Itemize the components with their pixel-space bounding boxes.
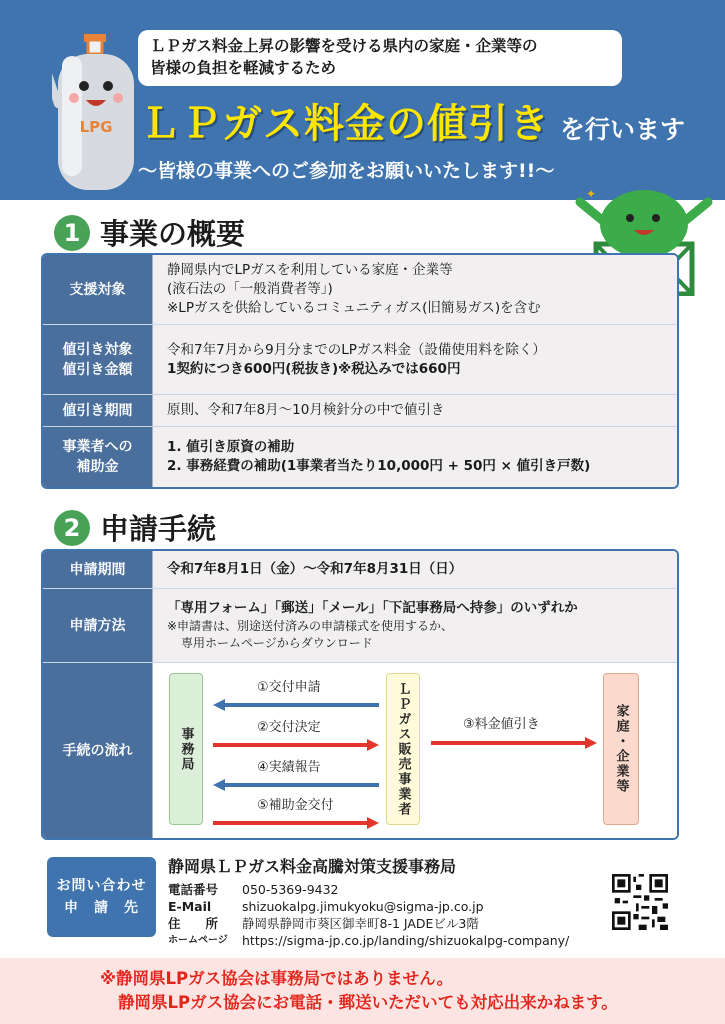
contact-hp-link[interactable]: https://sigma-jp.co.jp/landing/shizuokalpg-company/ xyxy=(242,933,570,948)
section1-number: 1 xyxy=(54,215,90,251)
section1-title: 事業の概要 xyxy=(100,217,246,251)
step1-label: ①交付申請 xyxy=(257,680,321,695)
contact-phone[interactable]: 050-5369-9432 xyxy=(242,882,339,897)
table-row xyxy=(43,589,677,663)
step4-label: ④実績報告 xyxy=(257,760,321,775)
step3-label: ③料金値引き xyxy=(463,717,540,732)
header-banner xyxy=(0,0,725,200)
contact-label: お問い合わせ 申 請 先 xyxy=(47,857,156,937)
section2-heading xyxy=(54,507,216,548)
row-content: 令和7年8月1日（金）～令和7年8月31日（日） xyxy=(153,551,677,588)
warning-line1: ※静岡県LPガス協会は事務局ではありません。 xyxy=(100,969,454,988)
contact-address: 静岡県静岡市葵区御幸町8-1 JADEビル3階 xyxy=(242,916,479,931)
step5-arrow-icon xyxy=(213,817,379,829)
step3-arrow-icon xyxy=(431,737,597,749)
section1-heading xyxy=(54,212,245,253)
subtitle-box xyxy=(138,30,622,86)
subtitle-line1: ＬＰガス料金上昇の影響を受ける県内の家庭・企業等の xyxy=(150,37,538,55)
table-row xyxy=(43,395,677,427)
section2-number: 2 xyxy=(54,510,90,546)
contact-email[interactable]: shizuokalpg.jimukyoku@sigma-jp.co.jp xyxy=(242,899,484,914)
svg-text:LPG: LPG xyxy=(79,118,113,136)
row-content: 令和7年7月から9月分までのLPガス料金（設備使用料を除く） 1契約につき600円(税抜き)※税込みでは660円 xyxy=(153,325,677,394)
table-row xyxy=(43,427,677,487)
overview-table xyxy=(41,253,679,489)
step4-arrow-icon xyxy=(213,779,379,791)
main-title: ＬＰガス料金の値引き xyxy=(140,101,550,147)
row-label: 値引き対象 値引き金額 xyxy=(43,325,153,394)
warning-line2: 静岡県LPガス協会にお電話・郵送いただいても対応出来かねます。 xyxy=(118,993,618,1012)
flow-diagram xyxy=(153,663,677,838)
step2-arrow-icon xyxy=(213,739,379,751)
tagline: ～皆様の事業へのご参加をお願いいたします!!～ xyxy=(138,160,555,182)
table-row xyxy=(43,255,677,325)
svg-text:✦: ✦ xyxy=(586,187,597,201)
row-content: 「専用フォーム」「郵送」「メール」「下記事務局へ持参」のいずれか ※申請書は、別途送付済みの申請様式を使用するか、 専用ホームページからダウンロード xyxy=(153,589,677,662)
subtitle-line2: 皆様の負担を軽減するため xyxy=(150,59,337,77)
contact-email-row: E-Mail shizuokalpg.jimukyoku@sigma-jp.co.jp xyxy=(168,899,484,914)
qr-code-icon[interactable] xyxy=(612,874,668,930)
warning-notice xyxy=(0,958,725,1024)
table-row xyxy=(43,663,677,838)
table-row xyxy=(43,325,677,395)
row-label: 申請方法 xyxy=(43,589,153,662)
lpg-tank-mascot-icon xyxy=(52,34,140,192)
table-row xyxy=(43,551,677,589)
step2-label: ②交付決定 xyxy=(257,720,321,735)
contact-phone-row: 電話番号 050-5369-9432 xyxy=(168,882,339,897)
row-content: 原則、令和7年8月～10月検針分の中で値引き xyxy=(153,395,677,426)
contact-info xyxy=(168,854,569,949)
row-label: 値引き期間 xyxy=(43,395,153,426)
contact-hp-row: ホームページ https://sigma-jp.co.jp/landing/shizuokalpg-company/ xyxy=(168,933,570,948)
row-label: 支援対象 xyxy=(43,255,153,324)
step5-label: ⑤補助金交付 xyxy=(257,798,334,813)
row-content: 静岡県内でLPガスを利用している家庭・企業等 (液石法の「一般消費者等」) ※LPガスを供給しているコミュニティガス(旧簡易ガス)を含む xyxy=(153,255,677,324)
dealer-box: ＬＰガス販売事業者 xyxy=(386,673,420,825)
contact-address-row: 住 所 静岡県静岡市葵区御幸町8-1 JADEビル3階 xyxy=(168,916,479,931)
row-label: 申請期間 xyxy=(43,551,153,588)
title-suffix: を行います xyxy=(560,115,686,144)
row-content: 1. 値引き原資の補助 2. 事務経費の補助(1事業者当たり10,000円 + 50円 × 値引き戸数) xyxy=(153,427,677,487)
procedure-table xyxy=(41,549,679,840)
household-box: 家庭・企業等 xyxy=(603,673,639,825)
office-box: 事務局 xyxy=(169,673,203,825)
row-label: 手続の流れ xyxy=(43,663,153,838)
contact-org: 静岡県ＬＰガス料金高騰対策支援事務局 xyxy=(168,857,457,876)
row-label: 事業者への 補助金 xyxy=(43,427,153,487)
section2-title: 申請手続 xyxy=(100,512,217,546)
step1-arrow-icon xyxy=(213,699,379,711)
